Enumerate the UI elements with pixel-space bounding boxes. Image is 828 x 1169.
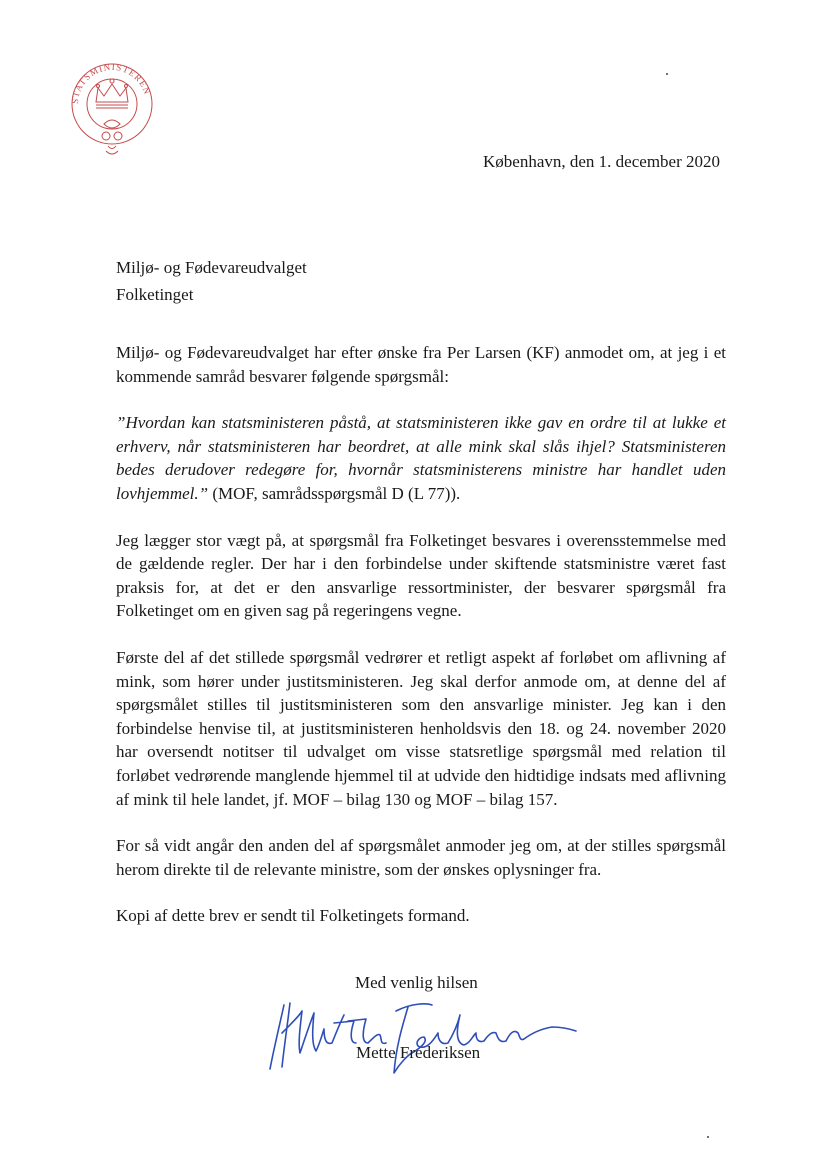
signatory-name: Mette Frederiksen xyxy=(356,1043,481,1062)
paragraph-1: Miljø- og Fødevareudvalget har efter ønske fra Per Larsen (KF) anmodet om, at jeg i et kommende samråd besvarer følgende spørgsmål: xyxy=(116,343,726,386)
letter-body xyxy=(116,341,726,951)
quoted-question xyxy=(116,411,726,505)
paragraph-3: Første del af det stillede spørgsmål vedrører et retligt aspekt af forløbet om aflivning af mink, som hører under justitsministeren. Jeg skal derfor anmode om, at denne del af spørgsmålet stilles til justitsministeren som den ansvarlige minister. Jeg kan i den forbindelse henvise til, at justitsministeren henholdsvis den 18. og 24. november 2020 har oversendt notitser til udvalget om visse statsretlige spørgsmål med relation til forløbet vedrørende manglende hjemmel til at udvide den hidtidige indsats med aflivning af mink til hele landet, jf. MOF – bilag 130 og MOF – bilag 157. xyxy=(116,647,726,809)
recipient-line-1: Miljø- og Fødevareudvalget xyxy=(116,258,307,277)
paragraph-5: Kopi af dette brev er sendt til Folketingets formand. xyxy=(116,906,470,926)
quote-reference: (MOF, samrådsspørgsmål D (L 77)). xyxy=(208,483,461,503)
recipient-line-2: Folketinget xyxy=(116,285,194,304)
seal-text: STATSMINISTEREN xyxy=(69,61,153,105)
recipient-block xyxy=(116,254,307,308)
paragraph-2: Jeg lægger stor vægt på, at spørgsmål fra Folketinget besvares i overensstemmelse med de gældende regler. Der har i den forbindelse under skiftende statsministre været fast praksis for, at det er den ansvarlige ressortminister, der besvarer spørgsmål fra Folketinget om en given sag på regeringens vegne. xyxy=(116,530,726,621)
royal-seal-logo xyxy=(62,52,162,162)
quote-italic: ”Hvordan kan statsministeren påstå, at statsministeren ikke gav en ordre til at lukke et erhverv, når statsministeren har beordret, at alle mink skal slås ihjel? Statsministeren bedes derudover redegøre for, hvornår statsministerens ministre har handlet uden lovhjemmel.” xyxy=(116,413,726,503)
scan-speck xyxy=(707,1136,709,1138)
dateline: København, den 1. december 2020 xyxy=(483,152,720,171)
scan-speck xyxy=(666,73,668,75)
closing-salutation: Med venlig hilsen xyxy=(355,973,478,992)
paragraph-4: For så vidt angår den anden del af spørgsmålet anmoder jeg om, at der stilles spørgsmål herom direkte til de relevante ministre, som der ønskes oplysninger fra. xyxy=(116,836,726,879)
